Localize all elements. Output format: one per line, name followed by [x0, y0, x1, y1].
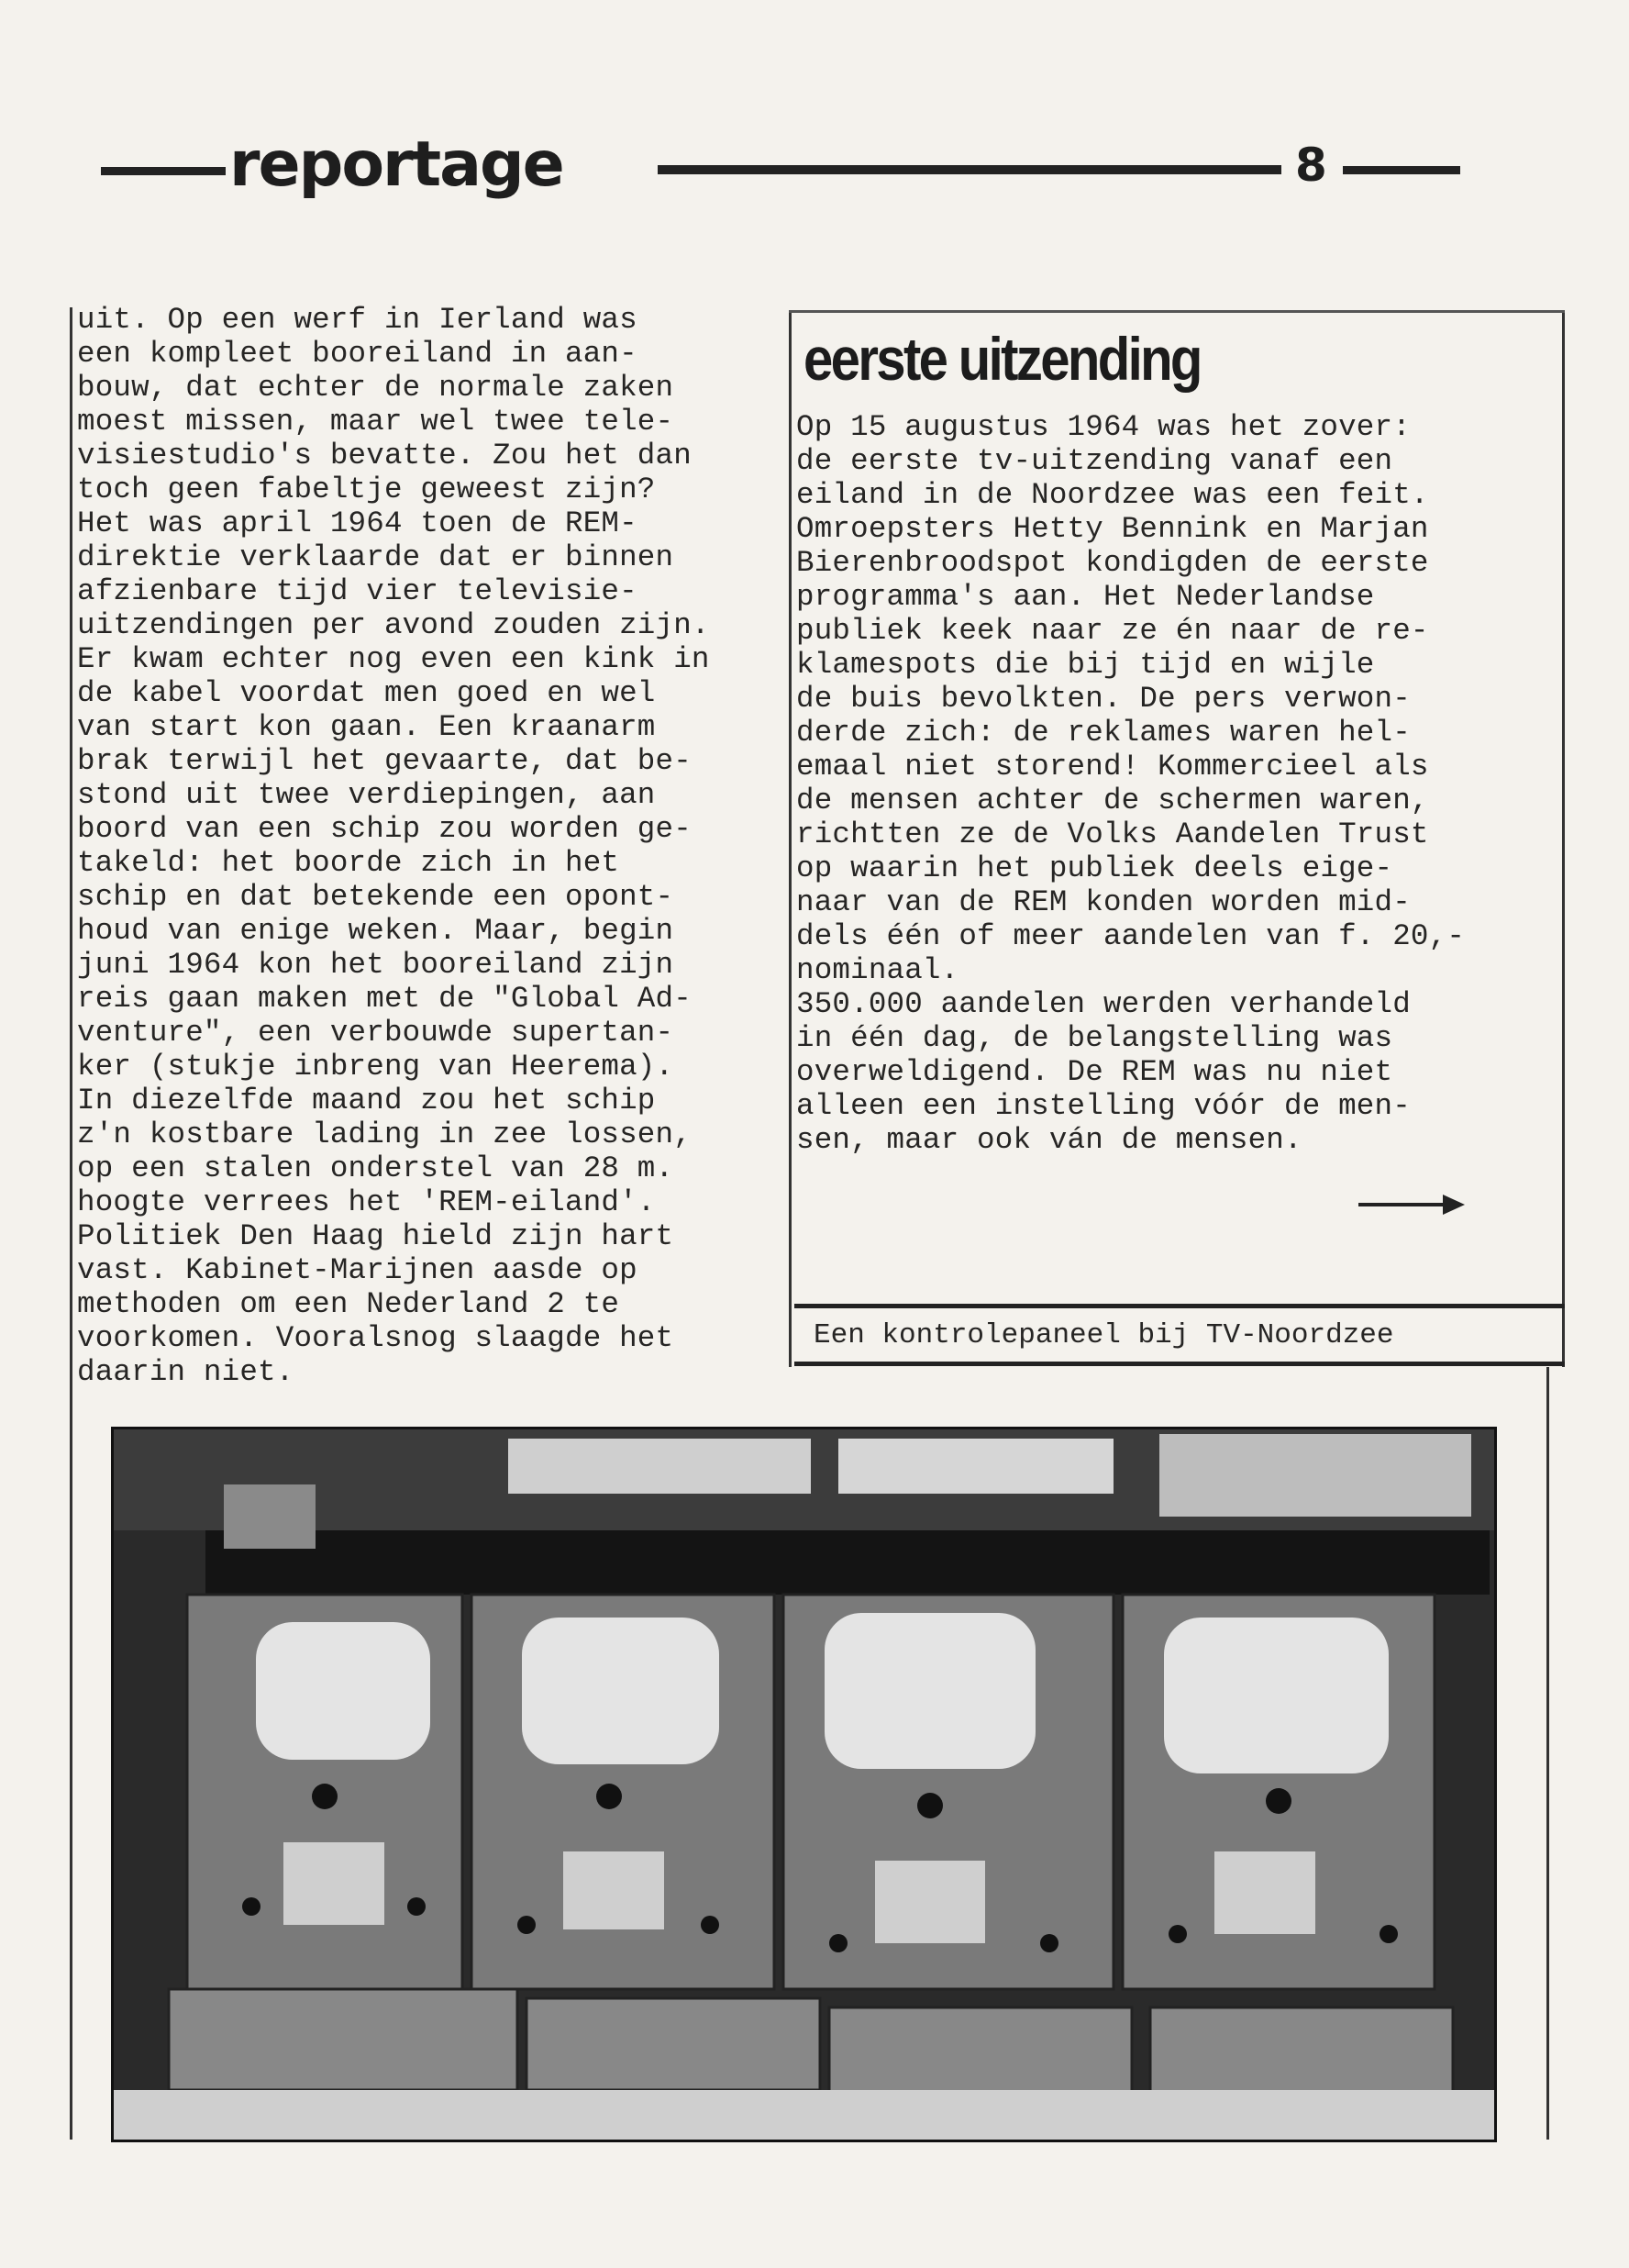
control-panel-photo	[111, 1427, 1497, 2142]
text-line: de mensen achter de schermen waren,	[796, 784, 1429, 817]
text-line: in één dag, de belangstelling was	[796, 1021, 1393, 1055]
caption-bottom-rule	[794, 1362, 1565, 1366]
text-line: visiestudio's bevatte. Zou het dan	[77, 439, 692, 472]
header-rule-left	[101, 167, 226, 175]
text-line: van start kon gaan. Een kraanarm	[77, 710, 656, 744]
left-column-rule	[70, 307, 72, 2140]
text-line: Op 15 augustus 1964 was het zover:	[796, 410, 1411, 444]
text-line: toch geen fabeltje geweest zijn?	[77, 472, 656, 506]
text-line: Politiek Den Haag hield zijn hart	[77, 1219, 674, 1253]
text-line: een kompleet booreiland in aan-	[77, 337, 637, 371]
text-line: op waarin het publiek deels eige-	[796, 851, 1393, 885]
text-line: bouw, dat echter de normale zaken	[77, 371, 674, 405]
text-line: emaal niet storend! Kommercieel als	[796, 750, 1429, 784]
text-line: afzienbare tijd vier televisie-	[77, 574, 637, 608]
right-box-right-rule	[1562, 310, 1565, 1367]
text-line: direktie verklaarde dat er binnen	[77, 540, 674, 574]
text-line: sen, maar ook ván de mensen.	[796, 1123, 1302, 1157]
caption-top-rule	[794, 1304, 1565, 1308]
text-line: takeld: het boorde zich in het	[77, 846, 620, 880]
text-line: methoden om een Nederland 2 te	[77, 1287, 620, 1321]
text-line: boord van een schip zou worden ge-	[77, 812, 692, 846]
text-line: 350.000 aandelen werden verhandeld	[796, 987, 1411, 1021]
text-line: In diezelfde maand zou het schip	[77, 1084, 656, 1117]
text-line: de eerste tv-uitzending vanaf een	[796, 444, 1393, 478]
text-line: op een stalen onderstel van 28 m.	[77, 1151, 674, 1185]
text-line: dels één of meer aandelen van f. 20,-	[796, 919, 1466, 953]
right-column-text	[796, 410, 1465, 1157]
photo-caption: Een kontrolepaneel bij TV-Noordzee	[814, 1319, 1394, 1351]
text-line: programma's aan. Het Nederlandse	[796, 580, 1375, 614]
text-line: moest missen, maar wel twee tele-	[77, 405, 674, 439]
text-line: brak terwijl het gevaarte, dat be-	[77, 744, 692, 778]
text-line: de buis bevolkten. De pers verwon-	[796, 682, 1411, 716]
text-line: Omroepsters Hetty Bennink en Marjan	[796, 512, 1429, 546]
text-line: publiek keek naar ze én naar de re-	[796, 614, 1429, 648]
text-line: juni 1964 kon het booreiland zijn	[77, 948, 674, 982]
text-line: overweldigend. De REM was nu niet	[796, 1055, 1393, 1089]
left-column-text	[77, 303, 710, 1389]
text-line: Het was april 1964 toen de REM-	[77, 506, 637, 540]
text-line: z'n kostbare lading in zee lossen,	[77, 1117, 692, 1151]
text-line: daarin niet.	[77, 1355, 294, 1389]
text-line: vast. Kabinet-Marijnen aasde op	[77, 1253, 637, 1287]
text-line: schip en dat betekende een opont-	[77, 880, 674, 914]
sub-heading: eerste uitzending	[803, 325, 1201, 393]
text-line: uitzendingen per avond zouden zijn.	[77, 608, 710, 642]
text-line: richtten ze de Volks Aandelen Trust	[796, 817, 1429, 851]
text-line: voorkomen. Vooralsnog slaagde het	[77, 1321, 674, 1355]
photo-right-rule	[1546, 1367, 1549, 2140]
page-number: 8	[1295, 139, 1327, 192]
text-line: nominaal.	[796, 953, 959, 987]
header-rule-middle	[658, 165, 1281, 174]
text-line: Er kwam echter nog even een kink in	[77, 642, 710, 676]
text-line: alleen een instelling vóór de men-	[796, 1089, 1411, 1123]
section-title: reportage	[229, 128, 563, 201]
header-rule-right	[1343, 166, 1460, 174]
text-line: de kabel voordat men goed en wel	[77, 676, 656, 710]
text-line: klamespots die bij tijd en wijle	[796, 648, 1375, 682]
text-line: reis gaan maken met de "Global Ad-	[77, 982, 692, 1016]
text-line: Bierenbroodspot kondigden de eerste	[796, 546, 1429, 580]
text-line: hoogte verrees het 'REM-eiland'.	[77, 1185, 656, 1219]
text-line: houd van enige weken. Maar, begin	[77, 914, 674, 948]
right-box-left-rule	[789, 310, 792, 1367]
text-line: naar van de REM konden worden mid-	[796, 885, 1411, 919]
text-line: venture", een verbouwde supertan-	[77, 1016, 674, 1050]
text-line: ker (stukje inbreng van Heerema).	[77, 1050, 674, 1084]
text-line: stond uit twee verdiepingen, aan	[77, 778, 656, 812]
right-arrow-icon	[1358, 1193, 1465, 1221]
text-line: eiland in de Noordzee was een feit.	[796, 478, 1429, 512]
right-box-top-rule	[789, 310, 1565, 313]
text-line: uit. Op een werf in Ierland was	[77, 303, 637, 337]
text-line: derde zich: de reklames waren hel-	[796, 716, 1411, 750]
